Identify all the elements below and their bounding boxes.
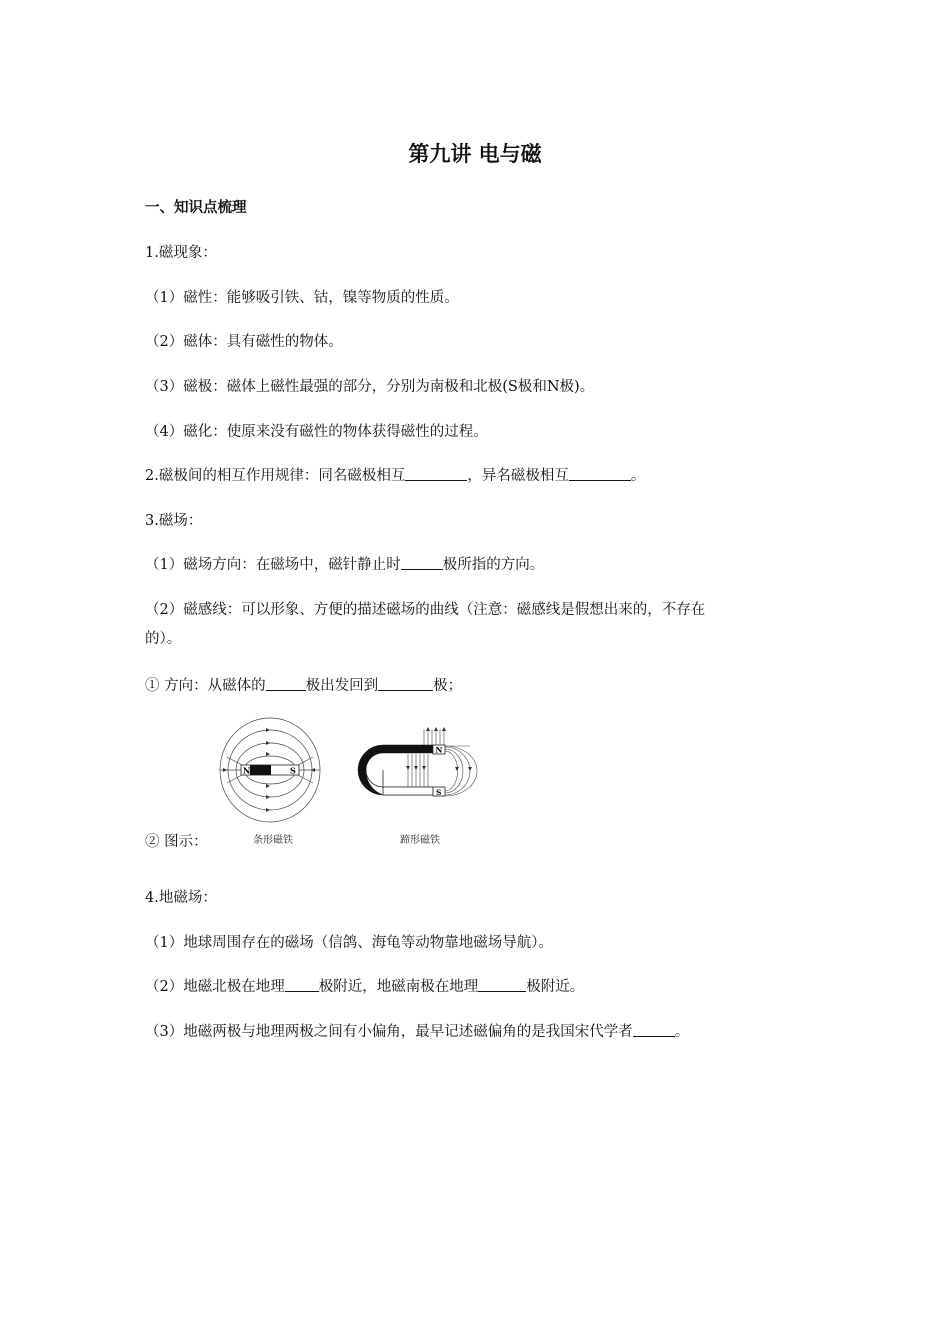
north-pole-label: N bbox=[435, 745, 443, 755]
direction-text-b: 极出发回到 bbox=[305, 678, 379, 694]
bar-magnet-caption: 条形磁铁 bbox=[253, 835, 293, 846]
south-pole-label: S bbox=[290, 765, 296, 776]
answer-blank[interactable] bbox=[266, 676, 306, 691]
item-1-heading: 1.磁现象： bbox=[145, 245, 217, 261]
section-heading: 一、知识点梳理 bbox=[145, 200, 247, 216]
item-4-3 bbox=[145, 1022, 689, 1042]
item-2-text-b: ，异名磁极相互 bbox=[467, 468, 569, 484]
item-4-1: （1）地球周围存在的磁场（信鸽、海龟等动物靠地磁场导航）。 bbox=[145, 935, 553, 951]
direction-text-c: 极； bbox=[433, 678, 463, 694]
answer-blank[interactable] bbox=[401, 555, 443, 570]
figure-label: ② 图示： bbox=[145, 834, 208, 850]
north-pole-label: N bbox=[243, 765, 251, 776]
south-pole-label: S bbox=[436, 788, 442, 797]
horseshoe-magnet-caption: 蹄形磁铁 bbox=[400, 835, 440, 846]
page-title: 第九讲 电与磁 bbox=[408, 142, 542, 166]
item-2-text-a: 2.磁极间的相互作用规律：同名磁极相互 bbox=[145, 468, 406, 484]
item-4-2-text-b: 极附近，地磁南极在地理 bbox=[318, 979, 479, 995]
bar-magnet-field-diagram bbox=[215, 715, 325, 825]
item-4-2 bbox=[145, 977, 584, 997]
item-3-1 bbox=[145, 555, 544, 575]
answer-blank[interactable] bbox=[478, 977, 526, 992]
item-4-heading: 4.地磁场： bbox=[145, 890, 217, 906]
answer-blank[interactable] bbox=[569, 466, 631, 481]
item-4-2-text-a: （2）地磁北极在地理 bbox=[145, 979, 285, 995]
item-2 bbox=[145, 466, 645, 486]
horseshoe-magnet-field-diagram bbox=[348, 715, 488, 810]
direction-line bbox=[145, 676, 462, 696]
answer-blank[interactable] bbox=[378, 676, 433, 691]
item-3-2-line1: （2）磁感线：可以形象、方便的描述磁场的曲线（注意：磁感线是假想出来的，不存在 bbox=[145, 602, 706, 618]
answer-blank[interactable] bbox=[633, 1022, 675, 1037]
item-3-1-text-b: 极所指的方向。 bbox=[442, 557, 545, 573]
item-4-3-text-b: 。 bbox=[674, 1024, 690, 1040]
item-2-text-c: 。 bbox=[630, 468, 646, 484]
item-4-2-text-c: 极附近。 bbox=[526, 979, 585, 995]
item-3-2-line2: 的）。 bbox=[145, 631, 182, 647]
item-1-3: （3）磁极：磁体上磁性最强的部分，分别为南极和北极(S极和N极)。 bbox=[145, 379, 595, 395]
answer-blank[interactable] bbox=[405, 466, 467, 481]
item-1-4: （4）磁化：使原来没有磁性的物体获得磁性的过程。 bbox=[145, 424, 488, 440]
item-3-1-text-a: （1）磁场方向：在磁场中，磁针静止时 bbox=[145, 557, 401, 573]
item-3-heading: 3.磁场： bbox=[145, 513, 203, 529]
item-1-1: （1）磁性：能够吸引铁、钴，镍等物质的性质。 bbox=[145, 290, 459, 306]
item-1-2: （2）磁体：具有磁性的物体。 bbox=[145, 334, 343, 350]
direction-text-a: ① 方向：从磁体的 bbox=[145, 678, 266, 694]
answer-blank[interactable] bbox=[285, 977, 319, 992]
item-4-3-text-a: （3）地磁两极与地理两极之间有小偏角，最早记述磁偏角的是我国宋代学者 bbox=[145, 1024, 633, 1040]
